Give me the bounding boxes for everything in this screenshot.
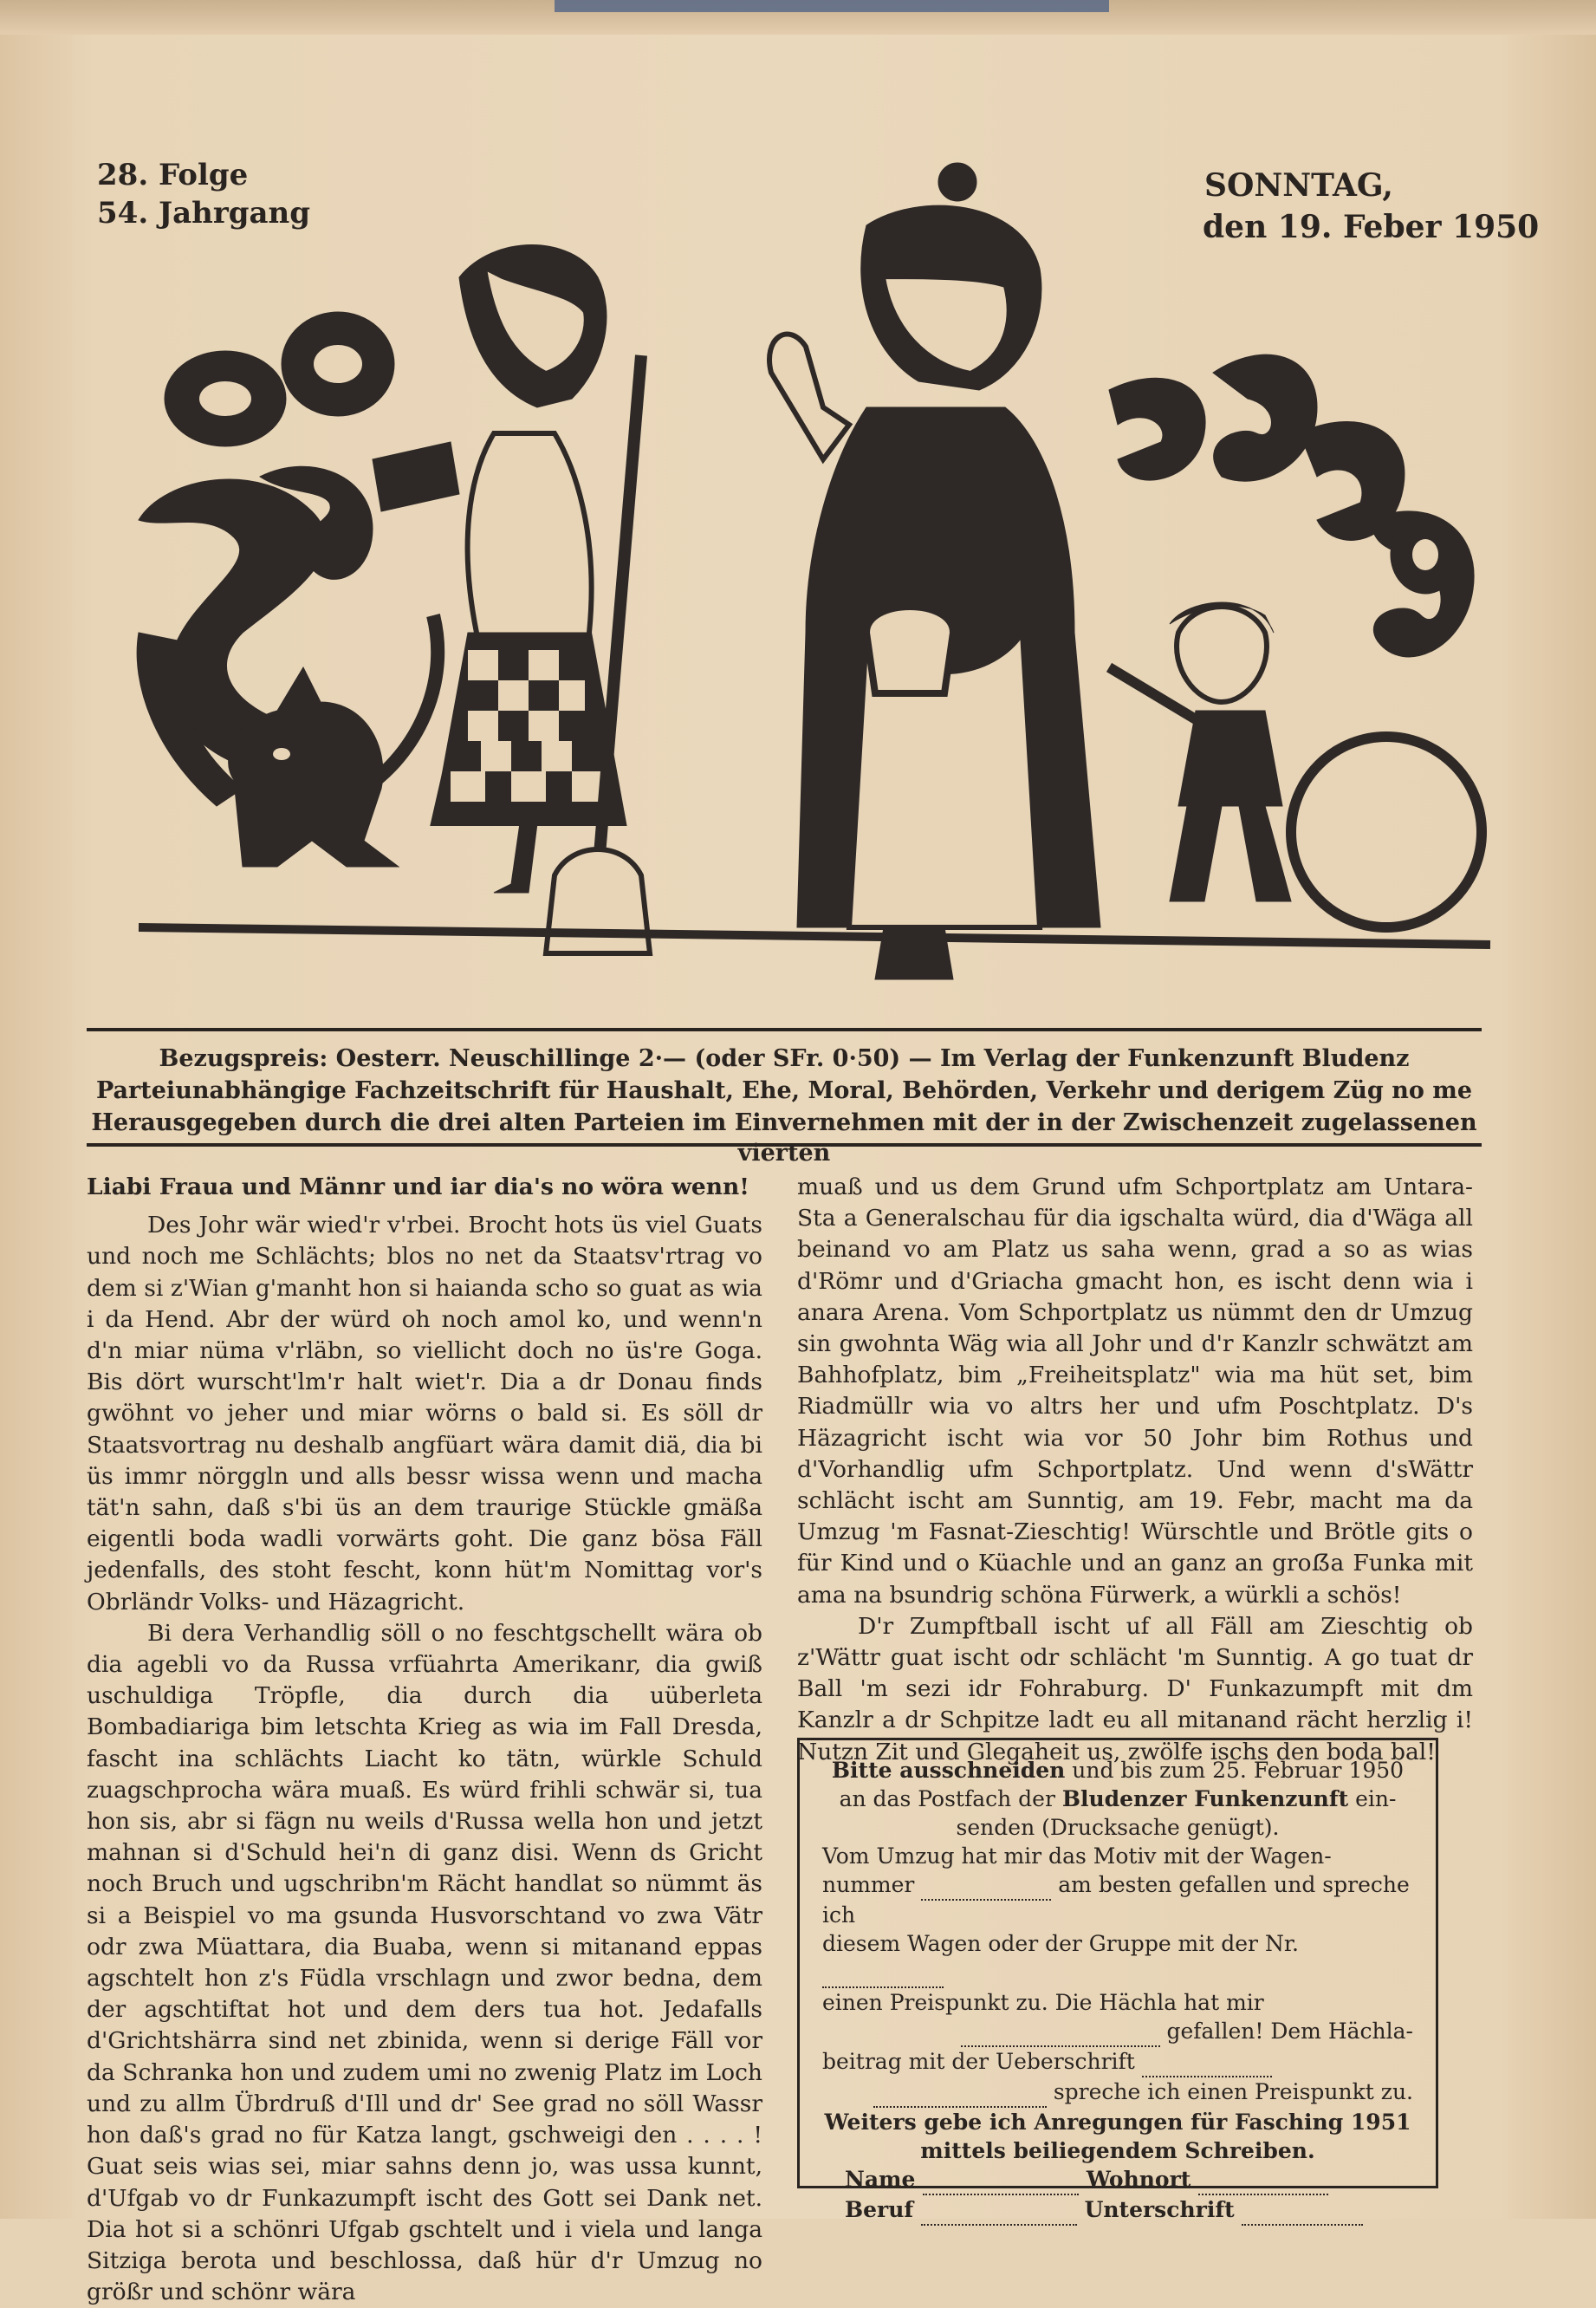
beruf-blank[interactable] xyxy=(921,2195,1077,2226)
name-label: Name xyxy=(845,2167,916,2192)
coupon-mailing-note: senden (Drucksache genügt). xyxy=(956,1815,1280,1840)
title-lettering-right xyxy=(1109,354,1474,657)
wagon-number-blank[interactable] xyxy=(921,1870,1051,1901)
wohnort-label: Wohnort xyxy=(1086,2167,1191,2192)
article-paragraph-3: muaß und us dem Grund ufm Schportplatz am Untara-Sta a Generalschau für dia igschalta würd, dia d'Wäga all beinand vo am Platz us saha wenn, grad a so as wias d'Römr und d'Griacha gmacht hon, es ischt denn wia i anara Arena. Vom Schportplatz us nümmt den dr Umzug sin gwohnta Wäg wia all Johr und d'r Kanzlr schwätzt am Bahhofplatz, bim „Freiheitsplatz" wia ma hüt set, bim Riadmüllr wia vo altrs her und ufm Poschtplatz. D's Häzagricht ischt wia vor 50 Johr bim Rothus und d'Vorhandlig ufm Schportplatz. Und wenn d'sWättr schlächt ischt am Sunntig, am 19. Febr, macht ma da Umzug 'm Fasnat-Zieschtig! Würschtle und Brötle gits o für Kind und o Küachle und an ganz an groẞa Funka mit ama na bsundrig schöna Fürwerk, a würkli a schös! xyxy=(797,1174,1473,1609)
unterschrift-blank[interactable] xyxy=(1242,2195,1363,2226)
coupon-group-label: diesem Wagen oder der Gruppe mit der Nr. xyxy=(822,1931,1299,1956)
article-paragraph-1: Des Johr wär wied'r v'rbei. Brocht hots üs viel Guats und noch me Schlächts; blos no net da Staatsv'rtrag vo dem si z'Wian g'manht hon si haianda scho so guat as wia i da Hend. Abr der würd oh noch amol ko, und wenn'n d'n miar nüma v'rläbn, so viellicht doch no üs're Goga. Bis dört wurscht'lm'r halt wiet'r. Dia a dr Donau finds gwöhnt vo jeher und miar wörns o bald si. Es söll dr Staatsvortrag nu deshalb angfüart wära damit diä, dia bi üs immr nörggln und alls bessr wissa wenn und macha tät'n sahn, daß s'bi üs an dem traurige Stückle gmäßa eigentli boda wadli vorwärts goht. Die ganz bösa Fäll jedenfalls, des stoht fescht, konn hüt'm Nomittag vor's Obrländr Volks- und Häzagricht. xyxy=(87,1212,762,1616)
coupon-cut-out: Bitte ausschneiden xyxy=(831,1758,1066,1783)
coupon-text-l7: einen Preispunkt zu. Die Hächla hat mir xyxy=(822,1990,1264,2015)
article-salutation: Liabi Fraua und Männr und iar dia's no wöra wenn! xyxy=(87,1174,749,1200)
issue-number: 28. Folge xyxy=(97,158,249,192)
wohnort-blank[interactable] xyxy=(1198,2165,1328,2195)
right-article-column xyxy=(797,1172,1473,1768)
coupon-point-line xyxy=(822,2077,1413,2108)
publisher-line: Herausgegeben durch die drei alten Parteien im Einvernehmen mit der in der Zwischenzeit zugelassenen vierten xyxy=(91,1109,1477,1167)
coupon-org: Bludenzer Funkenzunft xyxy=(1061,1786,1349,1811)
coupon-title-line xyxy=(822,2047,1413,2077)
group-number-blank[interactable] xyxy=(822,1958,944,1988)
coupon-suggestions: Weiters gebe ich Anregungen für Fasching 1951 xyxy=(824,2110,1411,2135)
coupon-haechla-line xyxy=(822,2017,1413,2047)
issue-weekday: SONNTAG, xyxy=(1204,167,1393,204)
coupon-beruf-line xyxy=(822,2195,1413,2226)
voting-coupon xyxy=(797,1738,1438,2222)
masthead-bottom-rule xyxy=(87,1143,1482,1147)
left-article-column xyxy=(87,1172,762,2308)
title-blank[interactable] xyxy=(1142,2047,1272,2077)
title-blank-2[interactable] xyxy=(873,2077,1047,2108)
woodcut-illustration xyxy=(87,147,1508,1014)
coupon-address-suffix: ein- xyxy=(1348,1786,1397,1811)
beruf-label: Beruf xyxy=(845,2197,914,2222)
coupon-liked-text: gefallen! Dem Hächla- xyxy=(1166,2019,1413,2044)
blue-cover-edge xyxy=(555,0,1109,12)
issue-date-text: den 19. Feber 1950 xyxy=(1203,209,1540,245)
unterschrift-label: Unterschrift xyxy=(1084,2197,1235,2222)
woman-with-broom-figure xyxy=(433,245,650,954)
publication-line: Parteiunabhängige Fachzeitschrift für Haushalt, Ehe, Moral, Behörden, Verkehr und derigem Züg no me xyxy=(95,1077,1473,1104)
haechla-blank[interactable] xyxy=(961,2017,1160,2047)
coupon-point-text: spreche ich einen Preispunkt zu. xyxy=(1053,2079,1413,2104)
cat-figure xyxy=(229,615,438,867)
coupon-best-liked: am besten gefallen und spreche ich xyxy=(822,1872,1410,1928)
coupon-enclosed: mittels beiliegendem Schreiben. xyxy=(920,2138,1315,2163)
coupon-title-label: beitrag mit der Ueberschrift xyxy=(822,2049,1135,2074)
coupon-deadline: und bis zum 25. Februar 1950 xyxy=(1065,1758,1405,1783)
coupon-wagon-line xyxy=(822,1870,1413,1929)
article-paragraph-4: D'r Zumpftball ischt uf all Fäll am Zieschtig ob z'Wättr guat ischt odr schlächt 'm Sunntig. A go tuat dr Ball 'm sezi idr Fohraburg. D' Funkazumpft mit dm Kanzlr a dr Schpitze ladt eu all mitanand rächt herzlig i! Nutzn Zit und Glegaheit us, zwölfe ischs den boda bal! xyxy=(797,1612,1473,1765)
masthead-top-rule xyxy=(87,1028,1482,1031)
volume-year: 54. Jahrgang xyxy=(97,196,311,231)
coupon-name-line xyxy=(822,2165,1413,2195)
coupon-address-prefix: an das Postfach der xyxy=(839,1786,1062,1811)
coupon-number-label: nummer xyxy=(822,1872,915,1897)
subscription-line: Bezugspreis: Oesterr. Neuschillinge 2·— (oder SFr. 0·50) — Im Verlag der Funkenzunft Bludenz xyxy=(159,1045,1410,1072)
old-woman-with-basket-figure xyxy=(769,163,1100,979)
name-blank[interactable] xyxy=(923,2165,1079,2195)
page-top-edge xyxy=(0,0,1596,35)
coupon-group-line xyxy=(822,1929,1413,1988)
coupon-text-l4: Vom Umzug hat mir das Motiv mit der Wagen- xyxy=(822,1843,1332,1869)
article-paragraph-2: Bi dera Verhandlig söll o no feschtgschellt wära ob dia agebli vo da Russa vrfüahrta Amerikanr, dia gwiß uschuldiga Tröpfle, dia durch dia uüberleta Bombadiariga bim letschta Krieg as wia im Fall Dresda, fascht ina schlächts Liacht ko tätn, würkle Schuld zuagschprocha wära muaß. Es würd frihli schwär si, tua hon sis, abr si fägn nu weils d'Russa wella hon und jetzt mahnan si d'Schuld hei'n di ganz disi. Wenn ds Gricht noch Bruch und ugschribn'm Rächt handlat so nümmt äs si a Beispiel vo ma gsunda Husvorschtand vo zwa Vätr odr zwa Müattara, dia Buaba, wenn si mitanand eppas agschtelt hon z's Füdla vrschlagn und zwor bedna, dem der agschtiftat hot und dem ders tua hot. Jedafalls d'Grichtshärra sind net zbinida, wenn si derige Fäll vor da Schranka hon und zudem umi no zwenig Platz im Loch und zu allm Übrdruß d'Ill und dr' See grad no söll Wassr hon daß's grad no für Katza langt, gschweigi den . . . . ! Guat seis wias sei, miar sahns denn jo, was ussa kunnt, d'Ufgab vo dr Funkazumpft ischt des Gott sei Dank net. Dia hot si a schönri Ufgab gschtelt und i viela und langa Sitziga berota und beschlossa, daß hür d'r Umzug no größr und schönr wära xyxy=(87,1619,762,2306)
